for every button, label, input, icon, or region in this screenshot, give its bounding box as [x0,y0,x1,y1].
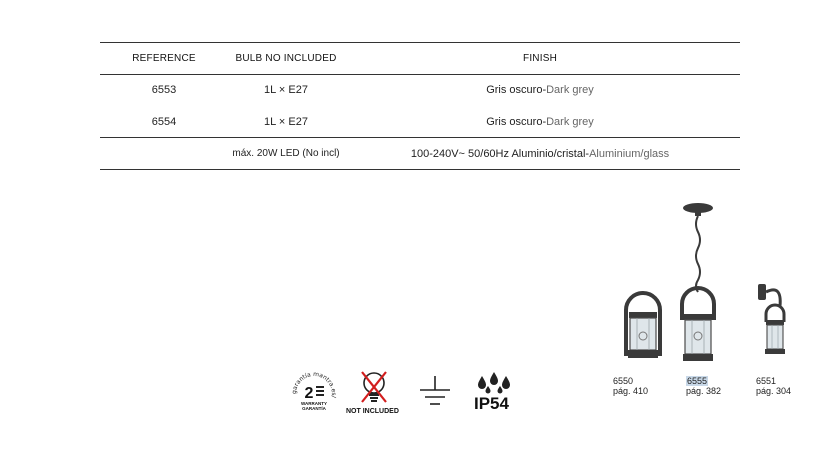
warranty-line2: GARANTÍA [302,406,326,411]
warranty-badge [290,370,338,418]
table-bottom-rule [100,169,740,170]
row-2-reference: 6554 [151,116,177,128]
product-illustrations [610,196,810,376]
lantern-6550-icon [626,293,660,358]
led-note: máx. 20W LED (No incl) [232,148,340,159]
product-6555-page: pág. 382 [686,386,722,396]
row-1-finish [486,84,594,96]
spec-note-en: Aluminium/glass [589,148,670,160]
row-1-finish-en: Dark grey [546,84,594,96]
product-6550-code: 6550 [613,376,634,386]
row-1-finish-es: Gris oscuro- [486,84,547,96]
spec-note-es: 100-240V~ 50/60Hz Aluminio/cristal- [410,148,590,160]
row-1-bulb: 1L × E27 [264,84,308,96]
warranty-years: 2 [304,385,314,402]
product-6551-code: 6551 [756,376,777,386]
product-6550-page: pág. 410 [613,386,649,396]
lantern-6555-icon [682,203,714,361]
product-6550-label[interactable] [613,376,648,396]
warranty-line1: WARRANTY [301,401,327,406]
ground-icon [418,374,452,410]
row-1-reference: 6553 [151,84,177,96]
product-6551-label[interactable] [756,376,791,396]
row-2-finish-es: Gris oscuro- [486,116,547,128]
not-included-label: NOT INCLUDED [346,408,399,415]
header-reference: REFERENCE [132,53,196,64]
water-drops-icon [470,370,520,394]
ip-rating-badge [470,370,520,418]
row-2-bulb: 1L × E27 [264,116,308,128]
product-6551-page: pág. 304 [756,386,792,396]
header-rule [100,74,740,75]
header-bulb: BULB NO INCLUDED [235,53,337,64]
lantern-6551-icon [758,284,785,354]
ground-symbol [418,374,452,410]
rows-rule [100,137,740,138]
spec-note [411,148,669,160]
warranty-ring-text: garantía mantra.es/ [290,370,338,399]
warranty-seal-icon [290,370,338,418]
header-finish: FINISH [523,53,557,64]
svg-text:garantía mantra.es/ [291,371,337,399]
bulb-not-included-badge [344,370,408,420]
product-6555-label[interactable] [686,376,721,396]
crossed-bulb-icon [344,370,408,408]
row-2-finish [486,116,594,128]
product-6555-code: 6555 [687,376,708,386]
table-top-rule [100,42,740,43]
row-2-finish-en: Dark grey [546,116,594,128]
ip-rating-text: IP54 [474,394,509,413]
